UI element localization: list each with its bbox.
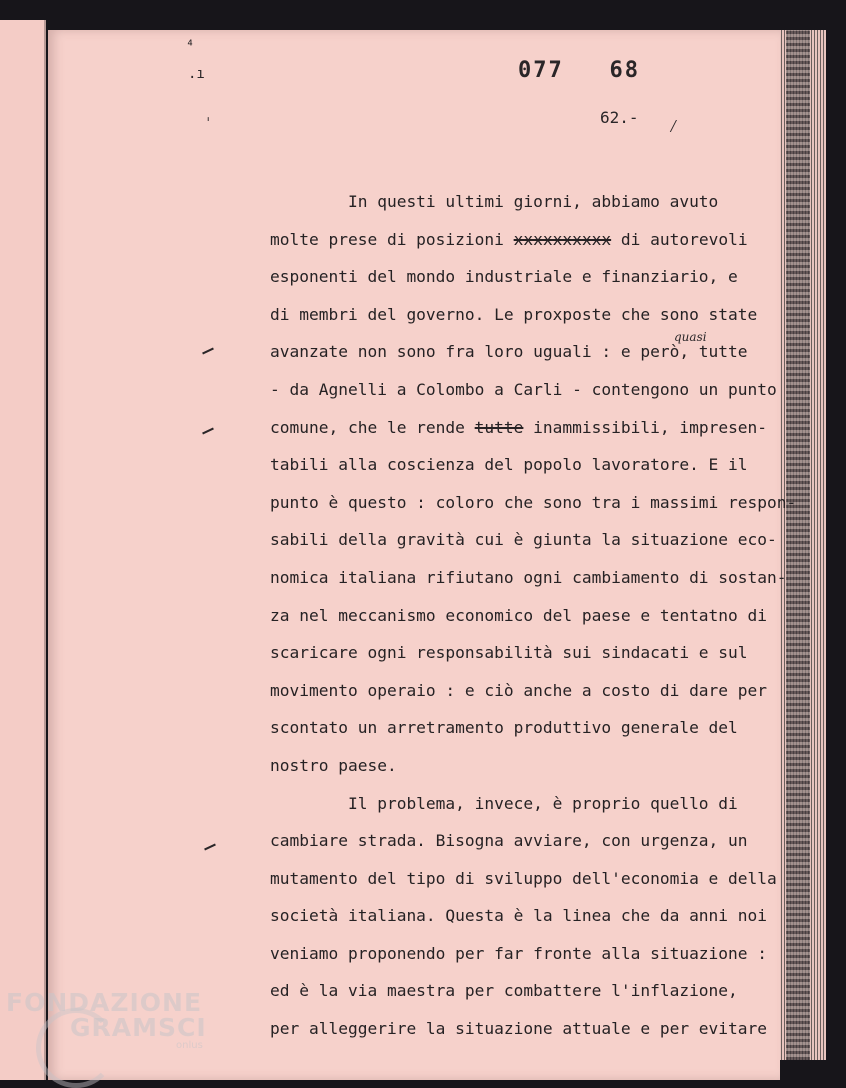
text-line xyxy=(270,597,770,635)
text-line xyxy=(270,371,777,409)
watermark-logo xyxy=(6,988,207,1051)
text-line xyxy=(270,183,770,221)
mark-icon: ⁴ xyxy=(186,38,195,54)
text-line xyxy=(270,521,777,559)
text-line xyxy=(270,822,770,860)
struck-text: tutte xyxy=(474,417,524,437)
text-segment: mutamento del tipo di sviluppo dell'economia e della xyxy=(270,868,777,888)
handwritten-insertion: quasi xyxy=(674,330,707,344)
text-line xyxy=(270,897,770,935)
text-segment: - da Agnelli a Colombo a Carli - contengono un punto xyxy=(270,379,777,399)
text-segment: za nel meccanismo economico del paese e tentatno di xyxy=(270,605,768,625)
text-line xyxy=(270,747,770,785)
text-line xyxy=(270,935,770,973)
text-line xyxy=(270,333,770,371)
struck-text: xxxxxxxxxx xyxy=(513,229,612,249)
mark-icon: .ı xyxy=(188,66,205,82)
text-segment: cambiare strada. Bisogna avviare, con urgenza, un xyxy=(270,831,748,851)
text-line xyxy=(270,409,770,447)
text-segment: In questi ultimi giorni, abbiamo avuto xyxy=(270,192,719,211)
text-segment: scaricare ogni responsabilità sui sindacati e sul xyxy=(270,643,748,663)
text-line xyxy=(270,221,770,259)
text-line xyxy=(270,1010,770,1048)
text-line xyxy=(270,709,770,747)
text-segment: nostro paese. xyxy=(270,755,397,775)
text-segment: Il problema, invece, è proprio quello di xyxy=(270,793,738,813)
text-segment: tabili alla coscienza del popolo lavoratore. E il xyxy=(270,455,748,475)
text-line xyxy=(270,785,770,823)
watermark-g-icon xyxy=(36,1008,116,1088)
typed-body-text xyxy=(270,183,797,1048)
watermark-line-1: FONDAZIONE xyxy=(6,988,203,1017)
text-segment: nomica italiana rifiutano ogni cambiamento di sostan- xyxy=(270,567,787,587)
text-segment: avanzate non sono fra loro uguali : e però, tutte xyxy=(270,342,748,362)
page-number: 62.- xyxy=(600,108,639,127)
text-segment: di membri del governo. Le proxposte che sono state xyxy=(270,304,758,324)
text-segment: società italiana. Questa è la linea che da anni noi xyxy=(270,906,768,926)
watermark-line-2: GRAMSCI xyxy=(70,1013,207,1042)
stamp-number-2: 68 xyxy=(609,58,640,83)
text-line xyxy=(270,634,770,672)
facing-page xyxy=(0,20,46,1080)
text-segment: sabili della gravità cui è giunta la situazione eco- xyxy=(270,530,777,550)
text-segment: di autorevoli xyxy=(611,229,748,249)
text-segment: ed è la via maestra per combattere l'inflazione, xyxy=(270,981,738,1001)
text-segment: per alleggerire la situazione attuale e per evitare xyxy=(270,1019,768,1039)
check-mark-icon: ⁄ xyxy=(668,116,679,137)
archive-stamp xyxy=(518,58,640,83)
text-segment: punto è questo : coloro che sono tra i massimi respon- xyxy=(270,492,797,512)
text-segment: scontato un arretramento produttivo generale del xyxy=(270,718,738,738)
text-line xyxy=(270,258,770,296)
text-line xyxy=(270,672,770,710)
stamp-number: 077 xyxy=(518,58,564,83)
text-line xyxy=(270,972,770,1010)
text-segment: movimento operaio : e ciò anche a costo di dare per xyxy=(270,680,768,700)
text-line xyxy=(270,559,787,597)
text-segment: inammissibili, impresen- xyxy=(523,417,768,437)
text-line xyxy=(270,446,770,484)
text-line xyxy=(270,860,777,898)
watermark-line-3: onlus xyxy=(176,1040,203,1051)
text-segment: veniamo proponendo per far fronte alla situazione : xyxy=(270,943,768,963)
text-line xyxy=(270,296,770,334)
mark-icon: ˈ xyxy=(204,116,213,132)
text-line xyxy=(270,484,797,522)
text-segment: esponenti del mondo industriale e finanziario, e xyxy=(270,267,738,287)
text-segment: molte prese di posizioni xyxy=(270,229,514,249)
text-segment: comune, che le rende xyxy=(270,417,475,437)
